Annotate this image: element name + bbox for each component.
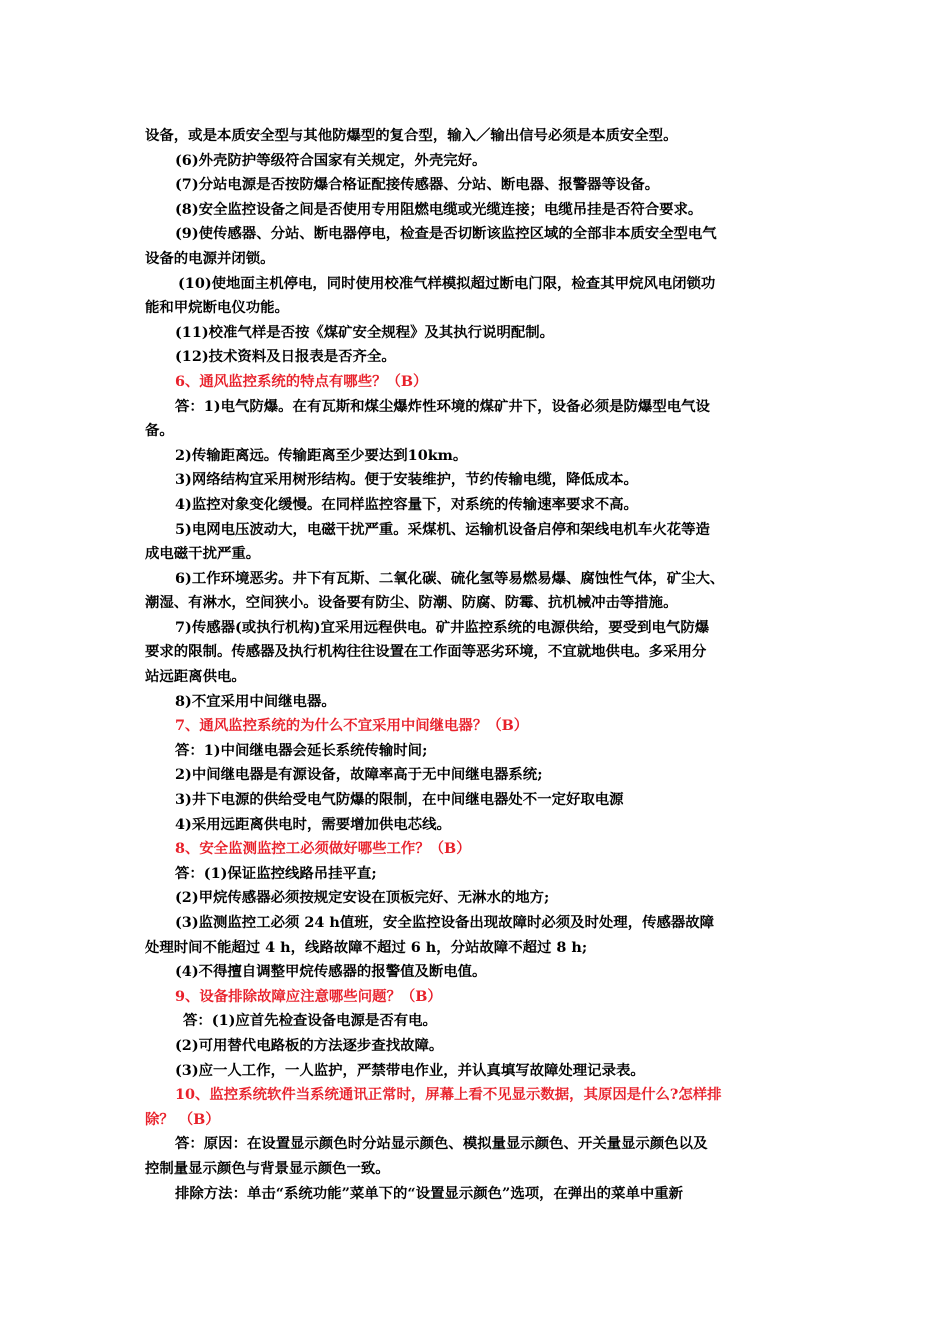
text-line: 4)监控对象变化缓慢。在同样监控容量下，对系统的传输速率要求不高。 xyxy=(175,495,638,513)
text-line: 要求的限制。传感器及执行机构往往设置在工作面等恶劣环境，不宜就地供电。多采用分 xyxy=(145,643,707,661)
question-heading: 9、设备排除故障应注意哪些问题？（B） xyxy=(175,987,442,1005)
text-line: 3)网络结构宜采用树形结构。便于安装维护，节约传输电缆，降低成本。 xyxy=(175,471,638,489)
text-line: (9)使传感器、分站、断电器停电，检查是否切断该监控区域的全部非本质安全型电气 xyxy=(175,225,717,243)
text-line: 处理时间不能超过 4 h，线路故障不超过 6 h，分站故障不超过 8 h; xyxy=(145,938,588,956)
text-line: (12)技术资料及日报表是否齐全。 xyxy=(175,348,396,366)
text-line: (3)应一人工作，一人监护，严禁带电作业，并认真填写故障处理记录表。 xyxy=(175,1061,645,1079)
text-line: 答：(1)应首先检查设备电源是否有电。 xyxy=(183,1012,437,1030)
question-heading: 7、通风监控系统的为什么不宜采用中间继电器？（B） xyxy=(175,717,529,735)
text-line: 排除方法：单击“系统功能”菜单下的“设置显示颜色”选项，在弹出的菜单中重新 xyxy=(175,1184,684,1202)
text-line: 设备，或是本质安全型与其他防爆型的复合型，输入／输出信号必须是本质安全型。 xyxy=(145,127,678,144)
text-line: 能和甲烷断电仪功能。 xyxy=(145,299,289,317)
text-line: 7)传感器(或执行机构)宜采用远程供电。矿井监控系统的电源供给，要受到电气防爆 xyxy=(175,618,710,636)
text-line: (4)不得擅自调整甲烷传感器的报警值及断电值。 xyxy=(175,963,487,981)
text-line: 8)不宜采用中间继电器。 xyxy=(175,692,336,710)
text-line: 答：1)电气防爆。在有瓦斯和煤尘爆炸性环境的煤矿井下，设备必须是防爆型电气设 xyxy=(175,397,710,415)
question-heading: 6、通风监控系统的特点有哪些？（B） xyxy=(175,372,428,390)
question-heading: 8、安全监测监控工必须做好哪些工作？（B） xyxy=(175,840,471,858)
text-line: 答：原因：在设置显示颜色时分站显示颜色、模拟量显示颜色、开关量显示颜色以及 xyxy=(175,1135,708,1153)
text-line: 控制量显示颜色与背景显示颜色一致。 xyxy=(145,1159,390,1177)
text-line: (2)可用替代电路板的方法逐步查找故障。 xyxy=(175,1036,444,1054)
text-line: (11)校准气样是否按《煤矿安全规程》及其执行说明配制。 xyxy=(175,323,555,341)
text-line: 答：1)中间继电器会延长系统传输时间; xyxy=(175,741,428,759)
text-line: 设备的电源并闭锁。 xyxy=(145,249,275,267)
text-line: 备。 xyxy=(145,422,174,440)
text-line: 潮湿、有淋水，空间狭小。设备要有防尘、防潮、防腐、防霉、抗机械冲击等措施。 xyxy=(145,594,678,612)
text-line: (6)外壳防护等级符合国家有关规定，外壳完好。 xyxy=(175,151,487,169)
text-line: 成电磁干扰严重。 xyxy=(145,545,261,563)
text-line: (2)甲烷传感器必须按规定安设在顶板完好、无淋水的地方; xyxy=(175,889,550,907)
text-line: (8)安全监控设备之间是否使用专用阻燃电缆或光缆连接；电缆吊挂是否符合要求。 xyxy=(175,200,703,218)
question-heading: 除？ （B） xyxy=(145,1110,220,1128)
text-line: 答：(1)保证监控线路吊挂平直; xyxy=(175,864,377,882)
text-line: (7)分站电源是否按防爆合格证配接传感器、分站、断电器、报警器等设备。 xyxy=(175,176,660,194)
text-line: 2)传输距离远。传输距离至少要达到10km。 xyxy=(175,446,468,464)
text-line: (3)监测监控工必须 24 h值班，安全监控设备出现故障时必须及时处理，传感器故障 xyxy=(175,914,715,931)
text-line: 6)工作环境恶劣。井下有瓦斯、二氧化碳、硫化氢等易燃易爆、腐蚀性气体，矿尘大、 xyxy=(175,569,725,587)
text-line: 2)中间继电器是有源设备，故障率高于无中间继电器系统; xyxy=(175,766,543,784)
text-line: (10)使地面主机停电，同时使用校准气样模拟超过断电门限，检查其甲烷风电闭锁功 xyxy=(178,274,716,292)
question-heading: 10、监控系统软件当系统通讯正常时，屏幕上看不见显示数据，其原因是什么?怎样排 xyxy=(175,1086,722,1104)
text-line: 5)电网电压波动大，电磁干扰严重。采煤机、运输机设备启停和架线电机车火花等造 xyxy=(175,520,710,538)
text-line: 站远距离供电。 xyxy=(145,668,246,686)
text-line: 4)采用远距离供电时，需要增加供电芯线。 xyxy=(175,815,451,833)
text-line: 3)井下电源的供给受电气防爆的限制，在中间继电器处不一定好取电源 xyxy=(175,791,624,809)
document-page xyxy=(145,124,810,1206)
